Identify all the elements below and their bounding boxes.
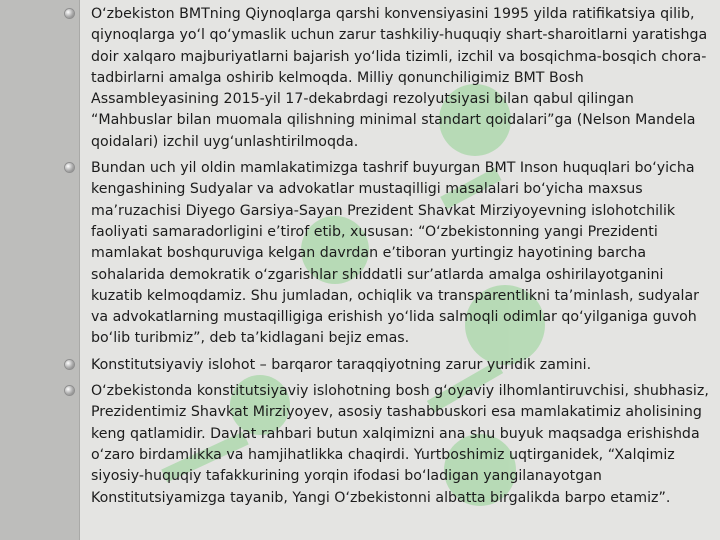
list-item: [80, 4, 720, 153]
list-item: [80, 158, 720, 350]
paragraph-text: Konstitutsiyaviy islohot – barqaror taraqqiyotning zarur yuridik zamini.: [91, 356, 592, 373]
list-item: [80, 355, 720, 376]
bullet-list: [80, 4, 720, 514]
slide-content: [80, 0, 720, 540]
sphere-bullet-icon: [65, 9, 74, 18]
sphere-bullet-icon: [65, 386, 74, 395]
paragraph-text: O‘zbekiston BMTning Qiynoqlarga qarshi konvensiyasini 1995 yilda ratifikatsiya qilib, qiynoqlarga yo‘l qo‘ymaslik uchun zarur tashkiliy-huquqiy shart-sharoitlarni yaratishga doir xalqaro majburiyatlarni bajarish yo‘lida tizimli, izchil va bosqichma-bosqich chora-tadbirlarni amalga oshirib kelmoqda. Milliy qonunchiligimiz BMT Bosh Assambleyasining 2015-yil 17-dekabrdagi rezolyutsiyasi bilan qabul qilingan “Mahbuslar bilan muomala qilishning minimal standart qoidalari”ga (Nelson Mandela qoidalari) izchil uyg‘unlashtirilmoqda.: [91, 6, 708, 150]
left-sidebar-panel: [0, 0, 80, 540]
sphere-bullet-icon: [65, 163, 74, 172]
list-item: [80, 381, 720, 509]
paragraph-text: O‘zbekistonda konstitutsiyaviy islohotning bosh g‘oyaviy ilhomlantiruvchisi, shubhasiz, Prezidentimiz Shavkat Mirziyoyev, asosiy tashabbuskori esa mamlakatimiz aholisining keng qatlamidir. Davlat rahbari butun xalqimizni ana shu buyuk maqsadga erishishda o‘zaro birdamlikka va hamjihatlikka chaqirdi. Yurtboshimiz uqtirganidek, “Xalqimiz siyosiy-huquqiy tafakkurining yorqin ifodasi bo‘ladigan yangilanayotgan Konstitutsiyamizga tayanib, Yangi O‘zbekistonni albatta birgalikda barpo etamiz”.: [91, 383, 709, 506]
paragraph-text: Bundan uch yil oldin mamlakatimizga tashrif buyurgan BMT Inson huquqlari bo‘yicha kengashining Sudyalar va advokatlar mustaqilligi masalalari bo‘yicha maxsus ma’ruzachisi Diyego Garsiya-Sayan Prezident Shavkat Mirziyoyevning islohotchilik faoliyati samaradorligini e’tirof etib, xususan: “O‘zbekistonning yangi Prezidenti mamlakat boshquruviga kelgan davrdan e’tiboran yurtingiz hayotining barcha sohalarida demokratik o‘zgarishlar shiddatli sur’atlarda amalga oshirilayotganini kuzatib kelmoqdamiz. Shu jumladan, ochiqlik va transparentlikni ta’minlash, sudyalar va advokatlarning mustaqilligiga erishish yo‘lida salmoqli odimlar qo‘yilganiga guvoh bo‘lib turibmiz”, deb ta’kidlagani bejiz emas.: [91, 160, 700, 347]
sphere-bullet-icon: [65, 360, 74, 369]
